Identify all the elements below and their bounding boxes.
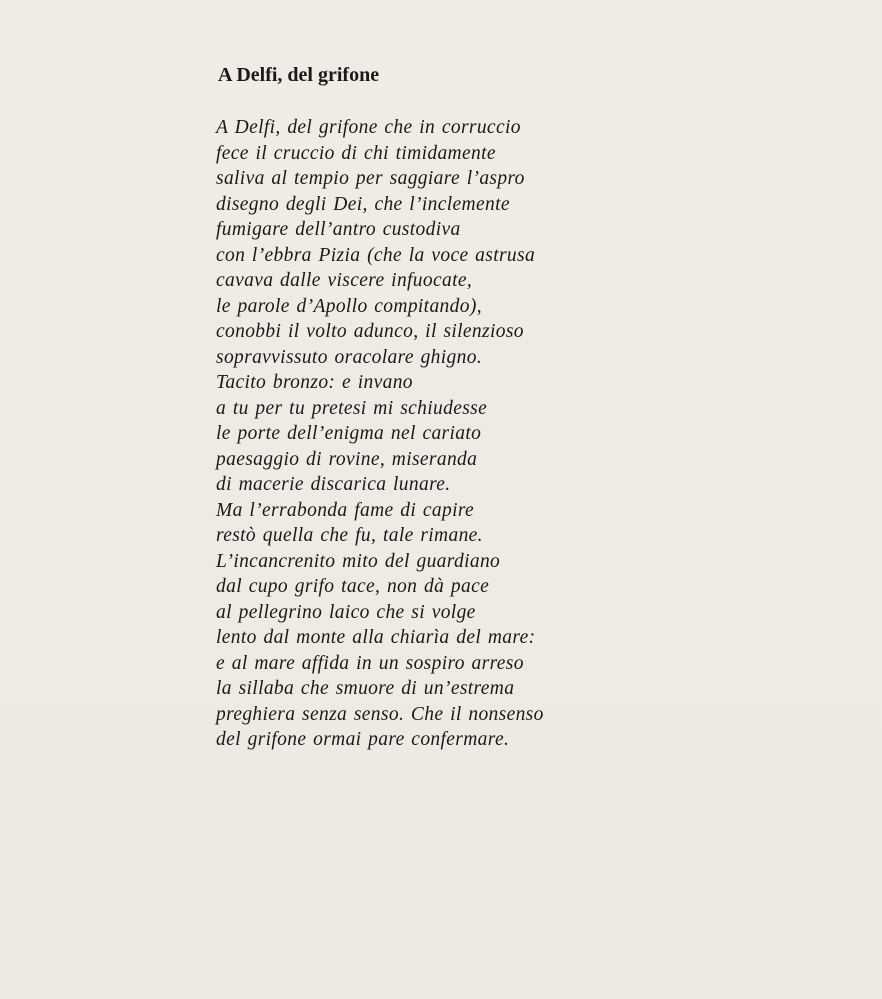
poem-line: le parole d’Apollo compitando), bbox=[216, 295, 482, 317]
poem-line: dal cupo grifo tace, non dà pace bbox=[216, 576, 490, 597]
poem-title: A Delfi, del grifone bbox=[218, 64, 380, 86]
poem-line: di macerie discarica lunare. bbox=[216, 474, 451, 495]
poem-line: e al mare affida in un sospiro arreso bbox=[216, 652, 524, 674]
poem-line: A Delfi, del grifone che in corruccio bbox=[216, 117, 521, 138]
poem-line: con l’ebbra Pizia (che la voce astrusa bbox=[216, 244, 536, 266]
poem-line: la sillaba che smuore di un’estrema bbox=[216, 678, 515, 699]
poem-line: lento dal monte alla chiarìa del mare: bbox=[216, 627, 536, 648]
poem-line: sopravvissuto oracolare ghigno. bbox=[216, 346, 483, 368]
poem-line: disegno degli Dei, che l’inclemente bbox=[216, 193, 510, 215]
poem-body bbox=[216, 115, 544, 753]
poem-line: paesaggio di rovine, miseranda bbox=[216, 448, 478, 470]
poem-line: restò quella che fu, tale rimane. bbox=[216, 525, 483, 546]
poem-line: preghiera senza senso. Che il nonsenso bbox=[216, 703, 544, 725]
poem-line: saliva al tempio per saggiare l’aspro bbox=[216, 168, 525, 189]
poem-line: fumigare dell’antro custodiva bbox=[216, 219, 461, 240]
poem-line: cavava dalle viscere infuocate, bbox=[216, 270, 473, 291]
poem-line: conobbi il volto adunco, il silenzioso bbox=[216, 321, 524, 342]
poem-line: del grifone ormai pare confermare. bbox=[216, 729, 510, 750]
poem-line: a tu per tu pretesi mi schiudesse bbox=[216, 397, 488, 419]
poem-line: Tacito bronzo: e invano bbox=[216, 372, 413, 393]
poem-line: al pellegrino laico che si volge bbox=[216, 601, 476, 623]
poem-line: fece il cruccio di chi timidamente bbox=[216, 142, 496, 164]
poem-line: le porte dell’enigma nel cariato bbox=[216, 423, 482, 444]
poem-line: Ma l’errabonda fame di capire bbox=[216, 499, 475, 521]
poem-line: L’incancrenito mito del guardiano bbox=[216, 550, 501, 572]
